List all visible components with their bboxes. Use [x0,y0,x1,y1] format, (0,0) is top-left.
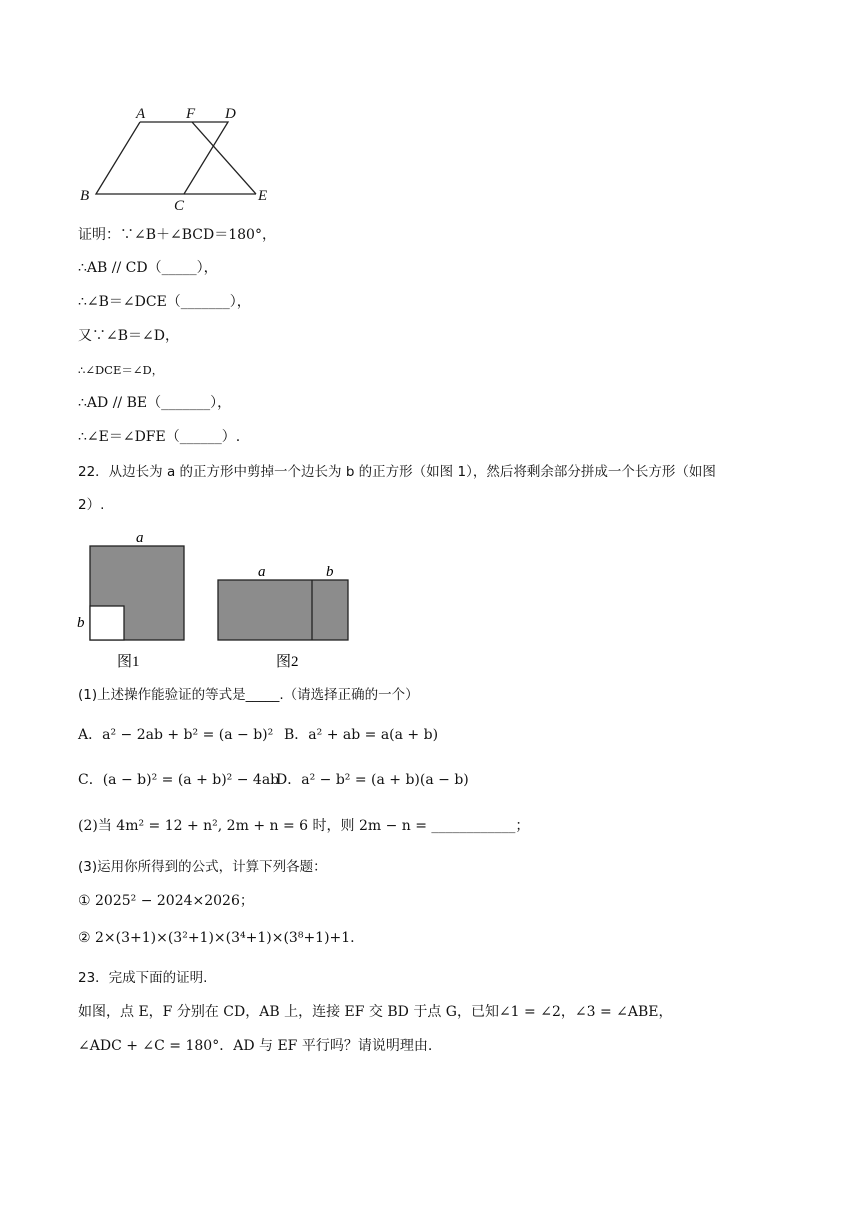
q22-part-2: (2)当 4m² = 12 + n², 2m + n = 6 时，则 2m − n = ____________； [78,818,530,834]
q22-intro-line-1: 22．从边长为 a 的正方形中剪掉一个边长为 b 的正方形（如图 1），然后将剩余部分拼成一个长方形（如图 [78,464,716,480]
proof-line-1: 证明：∵∠B＋∠BCD＝180°， [78,227,276,243]
label-b: B [80,188,90,204]
figure-1-square [74,528,194,673]
fig1-label-b: b [77,615,85,631]
q22-sub-2: ② 2×(3+1)×(3²+1)×(3⁴+1)×(3⁸+1)+1. [78,930,355,946]
label-f: F [186,106,196,122]
q22-sub-1: ① 2025² − 2024×2026； [78,893,254,909]
q23-line-2: ∠ADC + ∠C = 180°．AD 与 EF 平行吗？请说明理由. [78,1038,433,1054]
proof-line-3: ∴∠B＝∠DCE（_______）， [78,294,251,310]
q22-intro-line-2: 2）. [78,497,105,513]
proof-line-7: ∴∠E＝∠DFE（______）. [78,429,241,445]
label-d: D [225,106,236,122]
label-e: E [258,188,268,204]
q22-part-1: (1)上述操作能验证的等式是_____.（请选择正确的一个） [78,687,419,703]
fig2-label-a: a [258,564,266,580]
fig1-label-a: a [136,530,144,546]
segment-fe [192,122,256,194]
q23-title: 23．完成下面的证明. [78,970,208,986]
q22-option-b: B．a² + ab = a(a + b) [284,727,439,743]
label-a: A [136,106,146,122]
fig2-caption: 图2 [276,654,299,670]
q23-line-1: 如图，点 E，F 分别在 CD，AB 上，连接 EF 交 BD 于点 G，已知∠1 = ∠2，∠3 = ∠ABE， [78,1004,673,1020]
figure-2-rectangle [210,558,360,673]
parallelogram-outline [96,122,228,194]
q22-option-d: D．a² − b² = (a + b)(a − b) [276,772,469,788]
q22-option-a: A．a² − 2ab + b² = (a − b)² [78,727,274,743]
rectangle-outline [218,580,348,640]
proof-line-5: ∴∠DCE＝∠D， [78,363,164,377]
parallelogram-figure [74,102,284,214]
proof-line-4: 又∵∠B＝∠D， [78,328,179,344]
q22-option-c: C．(a − b)² = (a + b)² − 4ab [78,772,280,788]
fig2-label-b: b [326,564,334,580]
proof-line-2: ∴AB // CD（_____）， [78,260,218,276]
small-square [90,606,124,640]
q22-part-3: (3)运用你所得到的公式，计算下列各题： [78,859,327,875]
proof-line-6: ∴AD // BE（_______）， [78,395,232,411]
fig1-caption: 图1 [117,654,140,670]
label-c: C [174,198,185,214]
